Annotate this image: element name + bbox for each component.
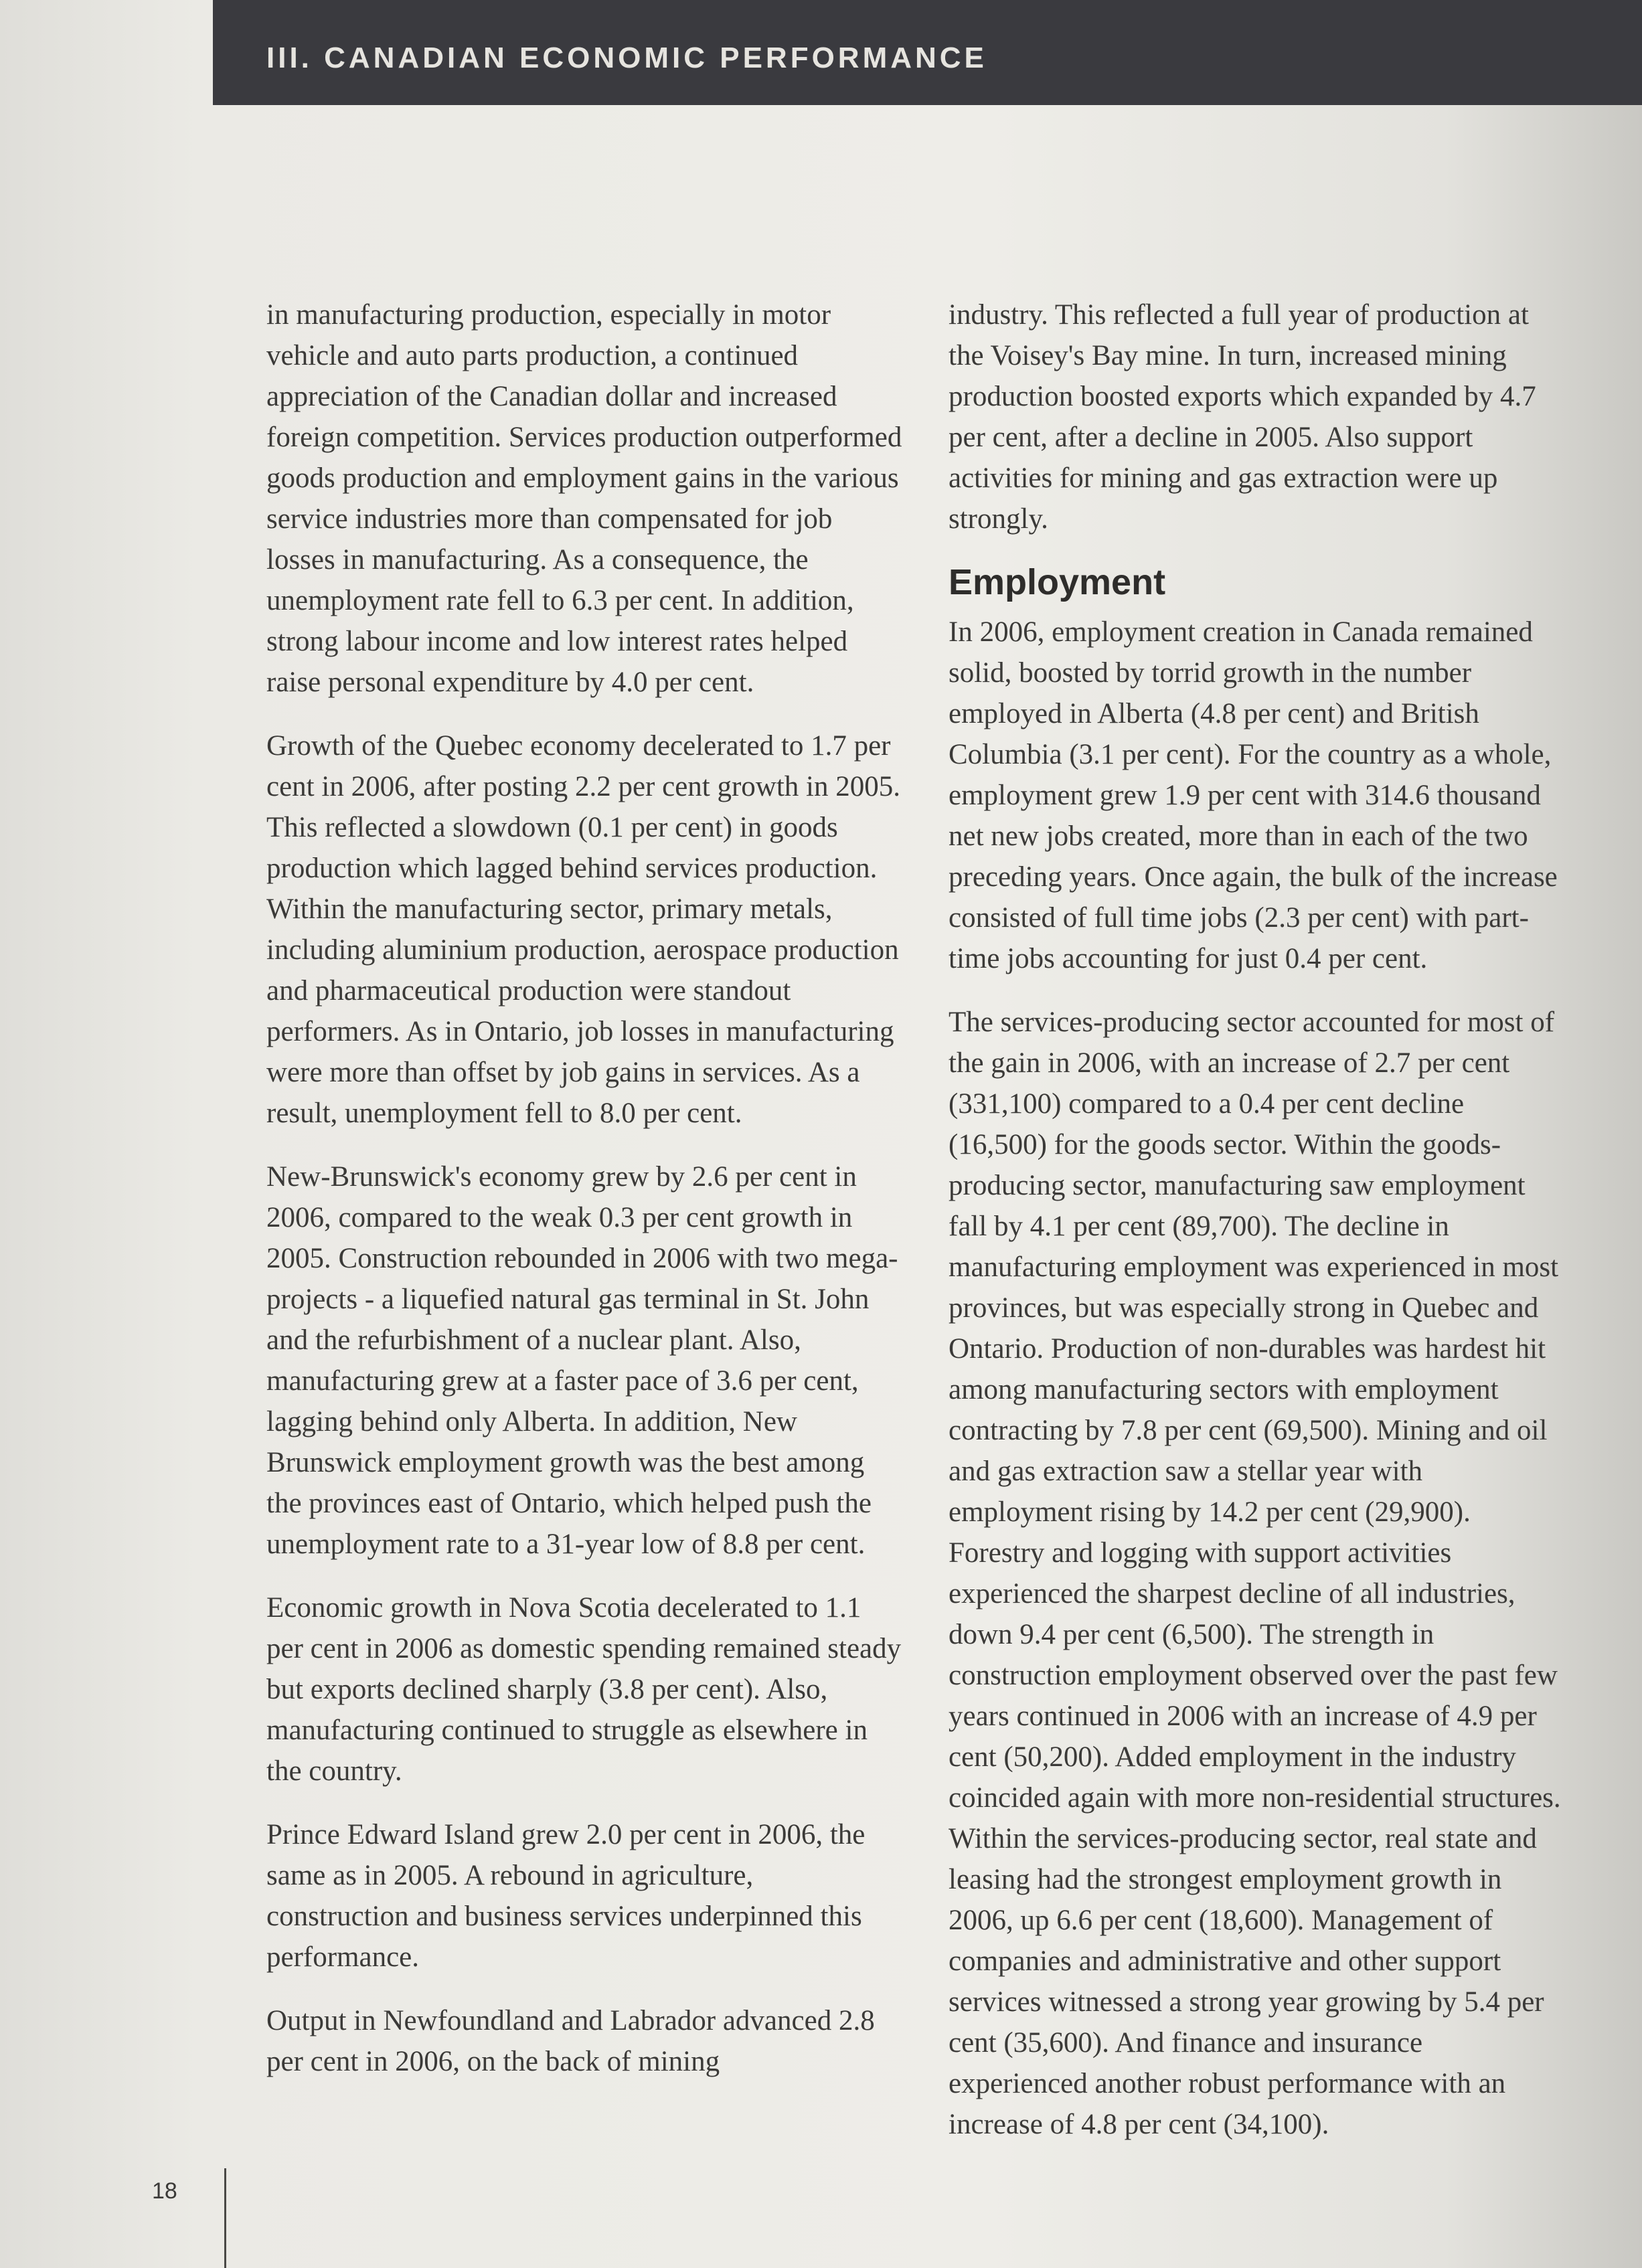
page-number: 18	[152, 2178, 177, 2204]
page-margin-rule	[224, 2168, 226, 2268]
paragraph-quebec: Growth of the Quebec economy decelerated to 1.7 per cent in 2006, after posting 2.2 per cent growth in 2005. This reflected a slowdown (0.1 per cent) in goods production which lagged behind services production. Within the manufacturing sector, primary metals, including aluminium production, aerospace production and pharmaceutical production were standout performers. As in Ontario, job losses in manufacturing were more than offset by job gains in services. As a result, unemployment fell to 8.0 per cent.	[266, 730, 900, 1129]
paragraph-new-brunswick: New-Brunswick's economy grew by 2.6 per cent in 2006, compared to the weak 0.3 per cent growth in 2005. Construction rebounded in 2006 with two mega-projects - a liquefied natural gas terminal in St. John and the refurbishment of a nuclear plant. Also, manufacturing grew at a faster pace of 3.6 per cent, lagging behind only Alberta. In addition, New Brunswick employment growth was the best among the provinces east of Ontario, which helped push the unemployment rate to a 31-year low of 8.8 per cent.	[266, 1161, 898, 1560]
paragraph-newfoundland: Output in Newfoundland and Labrador advanced 2.8 per cent in 2006, on the back of mining	[266, 2005, 875, 2077]
paragraph-prince-edward-island: Prince Edward Island grew 2.0 per cent in 2006, the same as in 2005. A rebound in agriculture, construction and business services underpinned this performance.	[266, 1819, 866, 1973]
section-title: III. CANADIAN ECONOMIC PERFORMANCE	[266, 41, 987, 74]
paragraph-employment-overview: In 2006, employment creation in Canada remained solid, boosted by torrid growth in the number employed in Alberta (4.8 per cent) and British Columbia (3.1 per cent). For the country as a whole, employment grew 1.9 per cent with 314.6 thousand net new jobs created, more than in each of the two preceding years. Once again, the bulk of the increase consisted of full time jobs (2.3 per cent) with part-time jobs accounting for just 0.4 per cent.	[949, 616, 1558, 974]
paragraph-mining-continuation: industry. This reflected a full year of production at the Voisey's Bay mine. In turn, increased mining production boosted exports which expanded by 4.7 per cent, after a decline in 2005. Also support activities for mining and gas extraction were up strongly.	[949, 299, 1536, 535]
left-column	[266, 294, 902, 2105]
paragraph-nova-scotia: Economic growth in Nova Scotia decelerated to 1.1 per cent in 2006 as domestic spending remained steady but exports declined sharply (3.8 per cent). Also, manufacturing continued to struggle as elsewhere in the country.	[266, 1592, 902, 1787]
paragraph-manufacturing-continuation: in manufacturing production, especially in motor vehicle and auto parts production, a continued appreciation of the Canadian dollar and increased foreign competition. Services production outperformed goods production and employment gains in the various service industries more than compensated for job losses in manufacturing. As a consequence, the unemployment rate fell to 6.3 per cent. In addition, strong labour income and low interest rates helped raise personal expenditure by 4.0 per cent.	[266, 299, 902, 698]
paragraph-employment-sectors: The services-producing sector accounted for most of the gain in 2006, with an increase of 2.7 per cent (331,100) compared to a 0.4 per cent decline (16,500) for the goods sector. Within the goods-producing sector, manufacturing saw employment fall by 4.1 per cent (89,700). The decline in manufacturing employment was experienced in most provinces, but was especially strong in Quebec and Ontario. Production of non-durables was hardest hit among manufacturing sectors with employment contracting by 7.8 per cent (69,500). Mining and oil and gas extraction saw a stellar year with employment rising by 14.2 per cent (29,900). Forestry and logging with support activities experienced the sharpest decline of all industries, down 9.4 per cent (6,500). The strength in construction employment observed over the past few years continued in 2006 with an increase of 4.9 per cent (50,200). Added employment in the industry coincided again with more non-residential structures. Within the services-producing sector, real state and leasing had the strongest employment growth in 2006, up 6.6 per cent (18,600). Management of companies and administrative and other support services witnessed a strong year growing by 5.4 per cent (35,600). And finance and insurance experienced another robust performance with an increase of 4.8 per cent (34,100).	[949, 1007, 1561, 2140]
right-column	[949, 294, 1564, 2168]
employment-heading: Employment	[949, 562, 1166, 602]
